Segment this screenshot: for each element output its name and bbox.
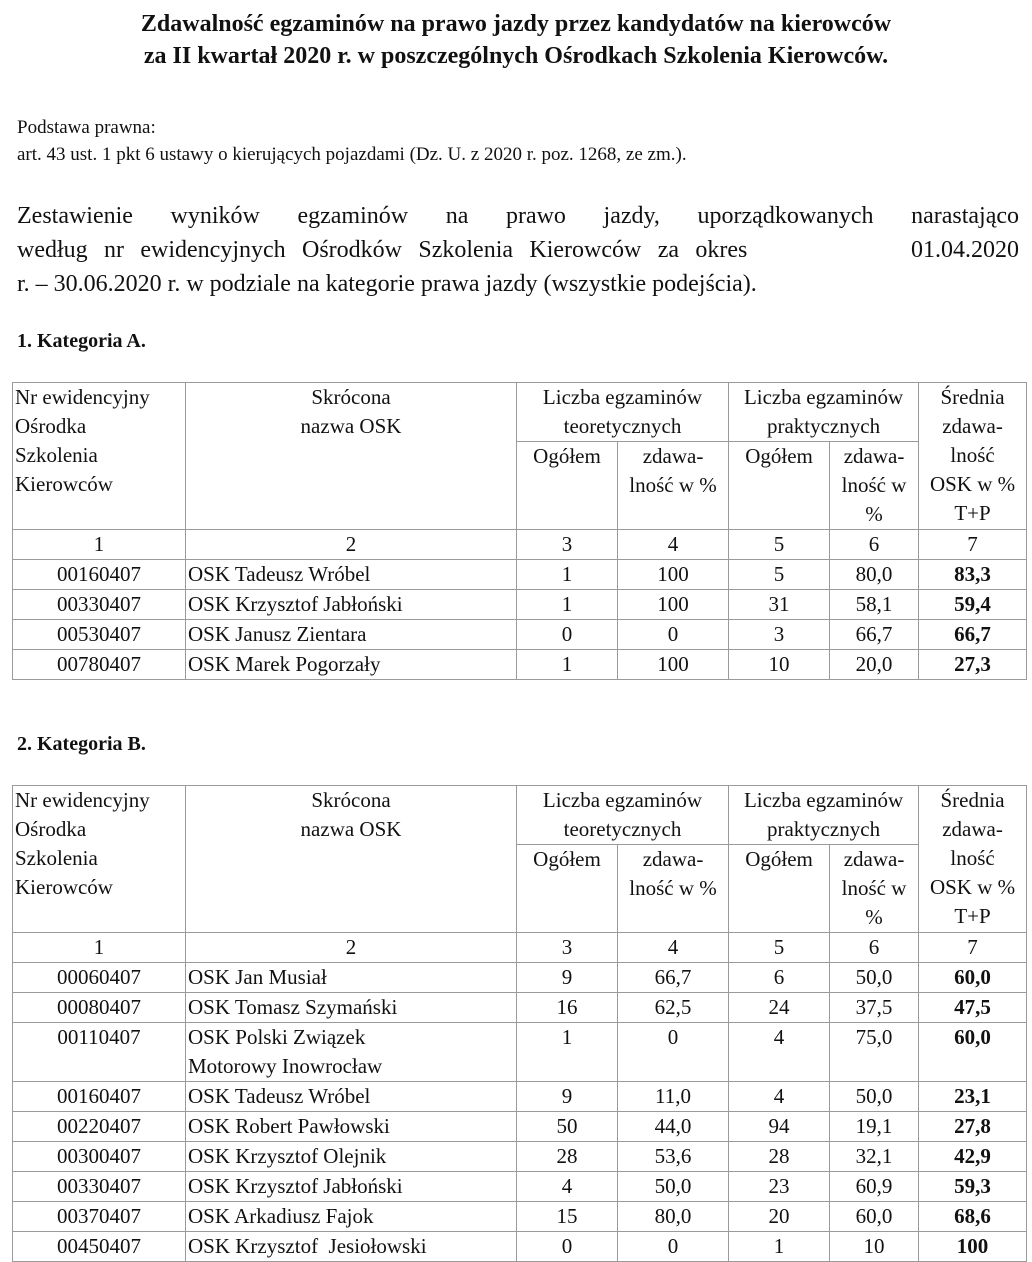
cell-zdawalnosc-praktyczne: 80,0 (830, 560, 919, 590)
column-number-row (13, 530, 1027, 560)
column-number: 3 (517, 530, 618, 560)
column-number: 1 (13, 933, 186, 963)
cell-zdawalnosc-praktyczne: 58,1 (830, 590, 919, 620)
header-egzaminy-praktyczne: Liczba egzaminów praktycznych (729, 786, 919, 845)
cell-zdawalnosc-teoretyczne: 11,0 (618, 1082, 729, 1112)
cell-srednia-zdawalnosc: 27,3 (919, 650, 1027, 680)
cell-zdawalnosc-teoretyczne: 100 (618, 650, 729, 680)
cell-nazwa-osk: OSK Tadeusz Wróbel (186, 560, 517, 590)
header-ogolem-praktyczne: Ogółem (729, 845, 830, 933)
cell-ogolem-praktyczne: 4 (729, 1023, 830, 1082)
cell-nazwa-osk: OSK Krzysztof Jabłoński (186, 1172, 517, 1202)
cell-zdawalnosc-praktyczne: 50,0 (830, 963, 919, 993)
column-number: 4 (618, 530, 729, 560)
cell-ogolem-praktyczne: 3 (729, 620, 830, 650)
cell-zdawalnosc-praktyczne: 75,0 (830, 1023, 919, 1082)
cell-srednia-zdawalnosc: 27,8 (919, 1112, 1027, 1142)
cell-nr-ewidencyjny: 00160407 (13, 560, 186, 590)
cell-nr-ewidencyjny: 00370407 (13, 1202, 186, 1232)
cell-nazwa-osk: OSK Tomasz Szymański (186, 993, 517, 1023)
cell-nr-ewidencyjny: 00060407 (13, 963, 186, 993)
cell-nr-ewidencyjny: 00080407 (13, 993, 186, 1023)
cell-nazwa-osk: OSK Marek Pogorzały (186, 650, 517, 680)
cell-srednia-zdawalnosc: 83,3 (919, 560, 1027, 590)
cell-ogolem-praktyczne: 24 (729, 993, 830, 1023)
table-row (13, 1142, 1027, 1172)
cell-zdawalnosc-teoretyczne: 53,6 (618, 1142, 729, 1172)
header-nr-ewidencyjny: Nr ewidencyjny Ośrodka Szkolenia Kierowców (13, 786, 186, 933)
table-row (13, 590, 1027, 620)
cell-ogolem-teoretyczne: 28 (517, 1142, 618, 1172)
header-zdawalnosc-praktyczne: zdawa- lność w % (830, 442, 919, 530)
column-number: 5 (729, 530, 830, 560)
cell-nazwa-osk: OSK Robert Pawłowski (186, 1112, 517, 1142)
summary-paragraph (17, 199, 1019, 301)
column-number: 2 (186, 933, 517, 963)
cell-ogolem-teoretyczne: 4 (517, 1172, 618, 1202)
cell-ogolem-praktyczne: 6 (729, 963, 830, 993)
header-nazwa-osk: Skrócona nazwa OSK (186, 786, 517, 933)
cell-ogolem-teoretyczne: 9 (517, 1082, 618, 1112)
cell-ogolem-teoretyczne: 9 (517, 963, 618, 993)
column-number: 2 (186, 530, 517, 560)
cell-nr-ewidencyjny: 00110407 (13, 1023, 186, 1082)
cell-zdawalnosc-praktyczne: 66,7 (830, 620, 919, 650)
cell-ogolem-teoretyczne: 1 (517, 1023, 618, 1082)
header-zdawalnosc-praktyczne: zdawa- lność w % (830, 845, 919, 933)
cell-zdawalnosc-praktyczne: 37,5 (830, 993, 919, 1023)
table-row (13, 1202, 1027, 1232)
cell-zdawalnosc-teoretyczne: 44,0 (618, 1112, 729, 1142)
column-number: 6 (830, 933, 919, 963)
cell-nr-ewidencyjny: 00530407 (13, 620, 186, 650)
cell-nr-ewidencyjny: 00330407 (13, 590, 186, 620)
table-row (13, 1172, 1027, 1202)
cell-nazwa-osk: OSK Polski Związek Motorowy Inowrocław (186, 1023, 517, 1082)
cell-zdawalnosc-praktyczne: 50,0 (830, 1082, 919, 1112)
column-number: 4 (618, 933, 729, 963)
title-line-2: za II kwartał 2020 r. w poszczególnych Ośrodkach Szkolenia Kierowców. (143, 43, 889, 69)
cell-srednia-zdawalnosc: 60,0 (919, 963, 1027, 993)
document-title (0, 8, 1032, 72)
cell-srednia-zdawalnosc: 42,9 (919, 1142, 1027, 1172)
results-table-category-a (12, 382, 1027, 680)
cell-nazwa-osk: OSK Krzysztof Olejnik (186, 1142, 517, 1172)
table-row (13, 1023, 1027, 1082)
column-number: 6 (830, 530, 919, 560)
column-number: 5 (729, 933, 830, 963)
cell-ogolem-teoretyczne: 1 (517, 650, 618, 680)
column-number: 1 (13, 530, 186, 560)
cell-ogolem-teoretyczne: 1 (517, 590, 618, 620)
header-ogolem-praktyczne: Ogółem (729, 442, 830, 530)
table-row (13, 620, 1027, 650)
cell-nazwa-osk: OSK Jan Musiał (186, 963, 517, 993)
header-zdawalnosc-teoretyczne: zdawa- lność w % (618, 442, 729, 530)
cell-nazwa-osk: OSK Krzysztof Jesiołowski (186, 1232, 517, 1262)
cell-zdawalnosc-teoretyczne: 100 (618, 560, 729, 590)
section-heading-a: 1. Kategoria A. (17, 330, 146, 352)
cell-ogolem-teoretyczne: 50 (517, 1112, 618, 1142)
column-number: 7 (919, 530, 1027, 560)
cell-ogolem-praktyczne: 94 (729, 1112, 830, 1142)
cell-srednia-zdawalnosc: 68,6 (919, 1202, 1027, 1232)
header-egzaminy-teoretyczne: Liczba egzaminów teoretycznych (517, 786, 729, 845)
legal-basis (17, 114, 687, 168)
cell-nr-ewidencyjny: 00300407 (13, 1142, 186, 1172)
table-row (13, 560, 1027, 590)
cell-nr-ewidencyjny: 00330407 (13, 1172, 186, 1202)
legal-basis-text: art. 43 ust. 1 pkt 6 ustawy o kierujących pojazdami (Dz. U. z 2020 r. poz. 1268, ze zm.). (17, 144, 687, 165)
cell-srednia-zdawalnosc: 66,7 (919, 620, 1027, 650)
cell-nazwa-osk: OSK Krzysztof Jabłoński (186, 590, 517, 620)
results-table-category-b (12, 785, 1027, 1262)
cell-nr-ewidencyjny: 00780407 (13, 650, 186, 680)
cell-zdawalnosc-praktyczne: 60,0 (830, 1202, 919, 1232)
header-ogolem-teoretyczne: Ogółem (517, 442, 618, 530)
cell-ogolem-teoretyczne: 0 (517, 620, 618, 650)
cell-nazwa-osk: OSK Tadeusz Wróbel (186, 1082, 517, 1112)
cell-ogolem-teoretyczne: 1 (517, 560, 618, 590)
title-line-1: Zdawalność egzaminów na prawo jazdy przez kandydatów na kierowców (140, 11, 892, 37)
column-number: 3 (517, 933, 618, 963)
cell-srednia-zdawalnosc: 23,1 (919, 1082, 1027, 1112)
cell-zdawalnosc-teoretyczne: 66,7 (618, 963, 729, 993)
cell-srednia-zdawalnosc: 47,5 (919, 993, 1027, 1023)
header-row (13, 786, 1027, 845)
header-ogolem-teoretyczne: Ogółem (517, 845, 618, 933)
cell-ogolem-praktyczne: 5 (729, 560, 830, 590)
cell-ogolem-teoretyczne: 0 (517, 1232, 618, 1262)
cell-srednia-zdawalnosc: 100 (919, 1232, 1027, 1262)
cell-srednia-zdawalnosc: 60,0 (919, 1023, 1027, 1082)
cell-zdawalnosc-praktyczne: 20,0 (830, 650, 919, 680)
table-row (13, 993, 1027, 1023)
cell-zdawalnosc-praktyczne: 10 (830, 1232, 919, 1262)
summary-line-1: Zestawienie wyników egzaminów na prawo jazdy, uporządkowanych narastająco (17, 203, 1019, 229)
cell-zdawalnosc-teoretyczne: 0 (618, 620, 729, 650)
cell-ogolem-praktyczne: 10 (729, 650, 830, 680)
header-nazwa-osk: Skrócona nazwa OSK (186, 383, 517, 530)
cell-nr-ewidencyjny: 00450407 (13, 1232, 186, 1262)
table-row (13, 1082, 1027, 1112)
header-zdawalnosc-teoretyczne: zdawa- lność w % (618, 845, 729, 933)
column-number: 7 (919, 933, 1027, 963)
cell-srednia-zdawalnosc: 59,3 (919, 1172, 1027, 1202)
cell-ogolem-teoretyczne: 16 (517, 993, 618, 1023)
cell-nazwa-osk: OSK Arkadiusz Fajok (186, 1202, 517, 1232)
header-egzaminy-teoretyczne: Liczba egzaminów teoretycznych (517, 383, 729, 442)
cell-ogolem-teoretyczne: 15 (517, 1202, 618, 1232)
cell-ogolem-praktyczne: 23 (729, 1172, 830, 1202)
cell-ogolem-praktyczne: 28 (729, 1142, 830, 1172)
header-row (13, 383, 1027, 442)
table-row (13, 963, 1027, 993)
cell-nr-ewidencyjny: 00220407 (13, 1112, 186, 1142)
legal-basis-label: Podstawa prawna: (17, 117, 156, 138)
cell-srednia-zdawalnosc: 59,4 (919, 590, 1027, 620)
column-number-row (13, 933, 1027, 963)
cell-ogolem-praktyczne: 4 (729, 1082, 830, 1112)
cell-zdawalnosc-teoretyczne: 80,0 (618, 1202, 729, 1232)
cell-nr-ewidencyjny: 00160407 (13, 1082, 186, 1112)
cell-zdawalnosc-teoretyczne: 50,0 (618, 1172, 729, 1202)
cell-zdawalnosc-praktyczne: 60,9 (830, 1172, 919, 1202)
table-row (13, 650, 1027, 680)
cell-nazwa-osk: OSK Janusz Zientara (186, 620, 517, 650)
summary-line-2: według nr ewidencyjnych Ośrodków Szkolenia Kierowców za okres 01.04.2020 (17, 237, 1019, 263)
section-heading-b: 2. Kategoria B. (17, 733, 146, 755)
header-srednia-zdawalnosc: Średnia zdawa- lność OSK w % T+P (919, 383, 1027, 530)
summary-line-3: r. – 30.06.2020 r. w podziale na kategorie prawa jazdy (wszystkie podejścia). (17, 271, 757, 297)
header-nr-ewidencyjny: Nr ewidencyjny Ośrodka Szkolenia Kierowców (13, 383, 186, 530)
table-row (13, 1232, 1027, 1262)
cell-zdawalnosc-teoretyczne: 0 (618, 1232, 729, 1262)
cell-zdawalnosc-teoretyczne: 0 (618, 1023, 729, 1082)
header-egzaminy-praktyczne: Liczba egzaminów praktycznych (729, 383, 919, 442)
cell-ogolem-praktyczne: 31 (729, 590, 830, 620)
cell-zdawalnosc-praktyczne: 19,1 (830, 1112, 919, 1142)
cell-ogolem-praktyczne: 20 (729, 1202, 830, 1232)
cell-zdawalnosc-teoretyczne: 62,5 (618, 993, 729, 1023)
cell-zdawalnosc-teoretyczne: 100 (618, 590, 729, 620)
cell-ogolem-praktyczne: 1 (729, 1232, 830, 1262)
cell-zdawalnosc-praktyczne: 32,1 (830, 1142, 919, 1172)
header-srednia-zdawalnosc: Średnia zdawa- lność OSK w % T+P (919, 786, 1027, 933)
table-row (13, 1112, 1027, 1142)
